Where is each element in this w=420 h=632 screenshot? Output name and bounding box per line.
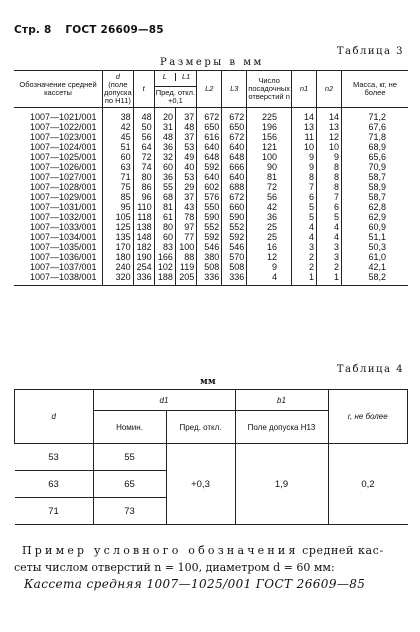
t4-cell-d: 53 — [15, 444, 94, 471]
table3-cell: 148 — [133, 232, 154, 242]
table3-cell: 1007—1033/001 — [30, 222, 97, 232]
table3-cell: 592 — [197, 162, 222, 172]
table3-row — [14, 172, 408, 182]
table3-cell: 68,9 — [342, 142, 409, 152]
table3-cell: 640 — [197, 172, 222, 182]
table3-cell: 58,2 — [342, 272, 409, 286]
t4-cell-d: 63 — [15, 471, 94, 498]
table3-cell: 85 — [103, 192, 134, 202]
table3-cell: 672 — [222, 132, 247, 142]
table3-row — [14, 272, 408, 286]
th-l — [155, 73, 175, 81]
table3-cell: 105 — [103, 212, 134, 222]
table3-cell: 10 — [317, 142, 342, 152]
table3-cell: 100 — [247, 152, 292, 162]
table3-cell: 81 — [154, 202, 175, 212]
table3-cell: 8 — [317, 172, 342, 182]
table3-cell: 135 — [103, 232, 134, 242]
table3-row — [14, 182, 408, 192]
t4-cell-d: 71 — [15, 498, 94, 525]
table3-cell: 43 — [175, 202, 196, 212]
table3-cell: 13 — [292, 122, 317, 132]
table3-cell: 90 — [247, 162, 292, 172]
table3-cell: 508 — [222, 262, 247, 272]
table3-cell: 4 — [292, 222, 317, 232]
table3-cell: 119 — [175, 262, 196, 272]
table3-subtitle: Размеры в мм — [160, 57, 264, 68]
table3-body — [14, 108, 408, 286]
th-n1 — [292, 71, 317, 108]
table3-cell: 640 — [222, 172, 247, 182]
standard-code: ГОСТ 26609—85 — [65, 24, 164, 36]
table3-cell: 2 — [292, 262, 317, 272]
example-designation: Кассета средняя 1007—1025/001 ГОСТ 26609—85 — [24, 577, 366, 591]
table3-cell: 68 — [154, 192, 175, 202]
table3-cell: 592 — [222, 232, 247, 242]
table3-cell: 12 — [247, 252, 292, 262]
table3-cell: 182 — [133, 242, 154, 252]
th-designation: Обозначение средней кассеты — [14, 71, 103, 108]
table3-cell: 10 — [292, 142, 317, 152]
table3-cell: 138 — [133, 222, 154, 232]
table3-cell: 40 — [175, 162, 196, 172]
table3-cell: 336 — [197, 272, 222, 286]
table3-cell: 62,9 — [342, 212, 409, 222]
table3-cell: 95 — [103, 202, 134, 212]
table3-cell: 86 — [133, 182, 154, 192]
table3-cell: 6 — [317, 202, 342, 212]
table3-cell: 102 — [154, 262, 175, 272]
table3-cell: 9 — [317, 152, 342, 162]
th-mass: Масса, кг, не более — [342, 71, 409, 108]
page-number: Стр. 8 — [14, 24, 52, 36]
t4-th-nominal: Номин. — [93, 411, 166, 444]
table3-cell: 100 — [175, 242, 196, 252]
table3-cell: 1007—1037/001 — [30, 262, 97, 272]
table3-cell: 50,3 — [342, 242, 409, 252]
table3-cell: 3 — [317, 252, 342, 262]
table3-cell: 36 — [247, 212, 292, 222]
table3-cell: 648 — [222, 152, 247, 162]
table3-cell: 552 — [222, 222, 247, 232]
table3-cell: 156 — [247, 132, 292, 142]
th-l-group — [154, 71, 197, 108]
table3-cell: 13 — [317, 122, 342, 132]
example-title-rest: средней кас- — [302, 544, 384, 557]
table3-cell: 51,1 — [342, 232, 409, 242]
th-t-symbol: t — [142, 84, 145, 93]
table3-cell: 110 — [133, 202, 154, 212]
table4-unit: мм — [200, 377, 216, 387]
table3-cell: 71,8 — [342, 132, 409, 142]
table3-cell: 37 — [175, 132, 196, 142]
t4-cell-nominal: 73 — [93, 498, 166, 525]
table3-cell: 590 — [197, 212, 222, 222]
table3-cell: 96 — [133, 192, 154, 202]
table3-cell: 75 — [103, 182, 134, 192]
table3-cell: 25 — [247, 222, 292, 232]
page-header — [14, 24, 174, 36]
table3-cell: 48 — [175, 122, 196, 132]
table3-cell: 61,0 — [342, 252, 409, 262]
example-title: Пример условного обозначения — [22, 544, 299, 557]
table3-cell: 672 — [222, 192, 247, 202]
table3-row — [14, 122, 408, 132]
table3-cell: 688 — [222, 182, 247, 192]
table3-cell: 49 — [175, 152, 196, 162]
th-l3 — [222, 71, 247, 108]
table3-cell: 188 — [154, 272, 175, 286]
table3-cell: 180 — [103, 252, 134, 262]
table3-cell: 67,6 — [342, 122, 409, 132]
table3-cell: 14 — [317, 108, 342, 123]
table3-cell: 640 — [197, 142, 222, 152]
t4-cell-nominal: 65 — [93, 471, 166, 498]
table3-cell: 60 — [154, 232, 175, 242]
table3-cell: 5 — [292, 202, 317, 212]
table3-cell: 648 — [197, 152, 222, 162]
table3-row — [14, 192, 408, 202]
th-d-note: (поле допуска по H11) — [104, 80, 132, 105]
table3-cell: 65,6 — [342, 152, 409, 162]
t4-th-r-label: r, не более — [347, 412, 388, 421]
th-l2-symbol: L2 — [205, 84, 214, 93]
table3-row — [14, 108, 408, 123]
table3-cell: 53 — [175, 172, 196, 182]
table3-row — [14, 222, 408, 232]
t4-cell-r: 0,2 — [328, 444, 408, 525]
table3-cell: 1 — [317, 272, 342, 286]
table3-cell: 3 — [292, 242, 317, 252]
table3-cell: 336 — [133, 272, 154, 286]
th-l-labels — [155, 73, 197, 83]
table3-header-row — [14, 71, 408, 108]
table3-cell: 650 — [197, 122, 222, 132]
table3-cell: 72 — [133, 152, 154, 162]
table3-cell: 56 — [133, 132, 154, 142]
table3-cell: 58,9 — [342, 182, 409, 192]
th-n2-symbol: n2 — [324, 84, 334, 93]
example-line-1 — [22, 543, 412, 558]
table3-cell: 51 — [103, 142, 134, 152]
table3-cell: 53 — [175, 142, 196, 152]
table4-caption: Таблица 4 — [336, 364, 404, 375]
t4-th-b1 — [235, 390, 328, 411]
th-t — [133, 71, 154, 108]
table3-cell: 1007—1021/001 — [30, 112, 97, 122]
table3-cell: 666 — [222, 162, 247, 172]
table3-cell: 508 — [197, 262, 222, 272]
table3-cell: 14 — [292, 108, 317, 123]
table3-cell: 546 — [222, 242, 247, 252]
table3-cell: 20 — [154, 108, 175, 123]
table3-cell: 63 — [103, 162, 134, 172]
th-l3-symbol: L3 — [230, 84, 239, 93]
table3-cell: 1007—1024/001 — [30, 142, 97, 152]
table3-cell: 11 — [292, 132, 317, 142]
table3-cell: 45 — [103, 132, 134, 142]
table3-cell: 60 — [103, 152, 134, 162]
table3-cell: 4 — [247, 272, 292, 286]
table3-cell: 1007—1038/001 — [14, 272, 103, 286]
table3-cell: 6 — [292, 192, 317, 202]
table3-cell: 590 — [222, 212, 247, 222]
table3-row — [14, 162, 408, 172]
t4-th-r — [328, 390, 408, 444]
th-holes: Число посадочных отверстий n — [247, 71, 292, 108]
table3-cell: 12 — [317, 132, 342, 142]
table3-cell: 38 — [103, 108, 134, 123]
table3-cell: 380 — [197, 252, 222, 262]
table3-cell: 71,2 — [342, 108, 409, 123]
table3-cell: 7 — [292, 182, 317, 192]
t4-th-d-symbol: d — [51, 412, 56, 421]
th-n2 — [317, 71, 342, 108]
t4-th-tolerance: Поле допуска H13 — [235, 411, 328, 444]
table3-cell: 32 — [154, 152, 175, 162]
table3-cell: 5 — [317, 212, 342, 222]
table3-cell: 4 — [317, 222, 342, 232]
table3-cell: 62,8 — [342, 202, 409, 212]
table3-cell: 1007—1023/001 — [30, 132, 97, 142]
table3-cell: 9 — [247, 262, 292, 272]
table3-cell: 672 — [197, 108, 222, 123]
table3-cell: 3 — [317, 242, 342, 252]
table3-cell: 37 — [175, 108, 196, 123]
table3-cell: 225 — [247, 108, 292, 123]
table3-cell: 78 — [175, 212, 196, 222]
table3-cell: 672 — [222, 108, 247, 123]
table3-cell: 592 — [197, 232, 222, 242]
table3-cell: 60 — [154, 162, 175, 172]
th-l-symbol: L — [162, 72, 167, 81]
table4-header-row-1 — [15, 390, 408, 411]
t4-th-d1-symbol: d1 — [159, 395, 169, 405]
t4-th-d — [15, 390, 94, 444]
t4-cell-nominal: 55 — [93, 444, 166, 471]
table3-caption: Таблица 3 — [336, 46, 404, 57]
table3-cell: 2 — [317, 262, 342, 272]
table3-cell: 196 — [247, 122, 292, 132]
table3-cell: 125 — [103, 222, 134, 232]
table3-cell: 56 — [247, 192, 292, 202]
table3-cell: 61 — [154, 212, 175, 222]
t4-th-d1 — [93, 390, 235, 411]
table3-cell: 552 — [197, 222, 222, 232]
table3-cell: 616 — [197, 132, 222, 142]
table3-cell: 550 — [197, 202, 222, 212]
table3-cell: 1007—1028/001 — [30, 182, 97, 192]
table3-cell: 42 — [247, 202, 292, 212]
table3-cell: 602 — [197, 182, 222, 192]
t4-th-b1-symbol: b1 — [277, 395, 286, 405]
table3-cell: 97 — [175, 222, 196, 232]
table3-cell: 5 — [292, 212, 317, 222]
table3-cell: 42 — [103, 122, 134, 132]
table3-cell: 205 — [175, 272, 196, 286]
table3-cell: 88 — [175, 252, 196, 262]
example-line-2: сеты числом отверстий n = 100, диаметром d = 60 мм: — [14, 561, 335, 574]
table3-row — [14, 152, 408, 162]
table3-cell: 25 — [247, 232, 292, 242]
table3-cell: 9 — [292, 152, 317, 162]
table3-cell: 640 — [222, 142, 247, 152]
table3-row — [14, 202, 408, 212]
table3-cell: 650 — [222, 122, 247, 132]
table3-row — [14, 142, 408, 152]
table3-row — [14, 212, 408, 222]
table3-cell: 80 — [154, 222, 175, 232]
table3-cell: 546 — [197, 242, 222, 252]
table3-cell: 576 — [197, 192, 222, 202]
t4-cell-b1: 1,9 — [235, 444, 328, 525]
table3-cell: 83 — [154, 242, 175, 252]
table4-row — [15, 444, 408, 471]
table3-cell: 80 — [133, 172, 154, 182]
table3-cell: 74 — [133, 162, 154, 172]
table4-body — [15, 444, 408, 525]
table3-cell: 8 — [317, 182, 342, 192]
table3-cell: 570 — [222, 252, 247, 262]
table3-cell: 8 — [292, 172, 317, 182]
table3-cell: 7 — [317, 192, 342, 202]
table3-cell: 8 — [317, 162, 342, 172]
table3-cell: 55 — [154, 182, 175, 192]
table3-cell: 118 — [133, 212, 154, 222]
table3-cell: 1007—1032/001 — [30, 212, 97, 222]
table3-cell: 1007—1035/001 — [30, 242, 97, 252]
table3 — [14, 70, 408, 286]
table3-cell: 58,7 — [342, 192, 409, 202]
table3-cell: 1007—1022/001 — [30, 122, 97, 132]
table3-cell: 1 — [292, 272, 317, 286]
table3-cell: 1007—1025/001 — [30, 152, 97, 162]
table3-cell: 336 — [222, 272, 247, 286]
table3-cell: 1007—1034/001 — [30, 232, 97, 242]
table3-cell: 1007—1026/001 — [30, 162, 97, 172]
table3-cell: 240 — [103, 262, 134, 272]
table3-cell: 254 — [133, 262, 154, 272]
table3-row — [14, 252, 408, 262]
table3-cell: 166 — [154, 252, 175, 262]
table3-cell: 1007—1031/001 — [30, 202, 97, 212]
table4 — [14, 389, 408, 525]
table3-cell: 170 — [103, 242, 134, 252]
table3-cell: 42,1 — [342, 262, 409, 272]
table3-cell: 58,7 — [342, 172, 409, 182]
th-d — [103, 71, 134, 108]
table3-cell: 121 — [247, 142, 292, 152]
table3-cell: 29 — [175, 182, 196, 192]
table3-row — [14, 232, 408, 242]
table3-cell: 1007—1029/001 — [30, 192, 97, 202]
table3-cell: 81 — [247, 172, 292, 182]
table3-row — [14, 262, 408, 272]
table3-cell: 64 — [133, 142, 154, 152]
table3-row — [14, 132, 408, 142]
table3-cell: 70,9 — [342, 162, 409, 172]
table3-cell: 37 — [175, 192, 196, 202]
th-n1-symbol: n1 — [299, 84, 309, 93]
t4-th-deviation: Пред. откл. — [166, 411, 235, 444]
table3-cell: 71 — [103, 172, 134, 182]
th-l2 — [197, 71, 222, 108]
table3-cell: 2 — [292, 252, 317, 262]
t4-cell-deviation: +0,3 — [166, 444, 235, 525]
th-l1-symbol: L1 — [181, 72, 191, 81]
table3-row — [14, 242, 408, 252]
table3-cell: 31 — [154, 122, 175, 132]
table3-cell: 320 — [103, 272, 134, 286]
table3-cell: 9 — [292, 162, 317, 172]
table3-cell: 36 — [154, 142, 175, 152]
table3-cell: 1007—1027/001 — [30, 172, 97, 182]
table3-cell: 36 — [154, 172, 175, 182]
table3-cell: 48 — [133, 108, 154, 123]
th-l-deviation: Пред. откл. +0,1 — [155, 88, 196, 105]
table3-cell: 48 — [154, 132, 175, 142]
table3-cell: 660 — [222, 202, 247, 212]
th-d-symbol: d — [115, 72, 120, 81]
table3-cell: 4 — [317, 232, 342, 242]
table3-cell: 1007—1036/001 — [30, 252, 97, 262]
table3-cell: 190 — [133, 252, 154, 262]
table3-cell: 4 — [292, 232, 317, 242]
table3-cell: 60,9 — [342, 222, 409, 232]
table3-cell: 16 — [247, 242, 292, 252]
table3-cell: 50 — [133, 122, 154, 132]
th-l1 — [175, 73, 196, 81]
table3-cell: 77 — [175, 232, 196, 242]
table3-cell: 72 — [247, 182, 292, 192]
